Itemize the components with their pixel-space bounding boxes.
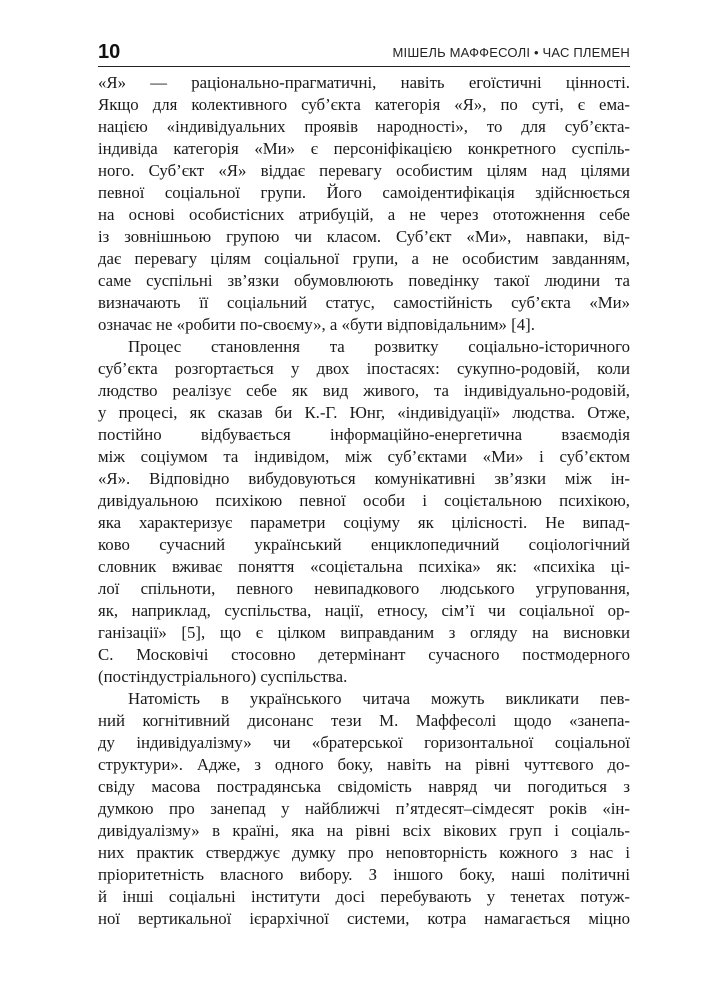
text-line: пріоритетність власного вибору. З іншого боку, наші політичні [98, 865, 630, 884]
text-line: на основі особистісних атрибуцій, а не через ототожнення себе [98, 205, 630, 224]
text-line: Якщо для колективного суб’єкта категорія «Я», по суті, є ема- [98, 95, 630, 114]
text-line: дивідуальною психікою певної особи і соцієтальною психікою, [98, 491, 630, 510]
text-line: як, наприклад, суспільства, нації, етносу, сім’ї чи соціальної ор- [98, 601, 630, 620]
paragraph [98, 72, 630, 336]
text-line: ду індивідуалізму» чи «братерської горизонтальної соціальної [98, 733, 630, 752]
text-line: між соціумом та індивідом, між суб’єктами «Ми» і суб’єктом [98, 447, 630, 466]
text-line: С. Московічі стосовно детермінант сучасного постмодерного [98, 645, 630, 664]
text-line: структури». Адже, з одного боку, навіть на рівні чуттєвого до- [98, 755, 630, 774]
text-line: ної вертикальної ієрархічної системи, котра намагається міцно [98, 909, 630, 928]
text-line: яка характеризує параметри соціуму як цілісності. Не випад- [98, 513, 630, 532]
text-line: визначають її соціальний статус, самостійність суб’єкта «Ми» [98, 293, 630, 312]
text-line: означає не «робити по-своєму», а «бути відповідальним» [4]. [98, 315, 535, 334]
text-line: ково сучасний український енциклопедичний соціологічний [98, 535, 630, 554]
text-line: свіду масова пострадянська свідомість навряд чи погодиться з [98, 777, 630, 796]
text-line: певної соціальної групи. Його самоідентифікація здійснюється [98, 183, 630, 202]
running-header [98, 40, 630, 67]
text-line: дає перевагу цілям соціальної групи, а не особистим завданням, [98, 249, 630, 268]
text-line: постійно відбувається інформаційно-енергетична взаємодія [98, 425, 630, 444]
text-line: «Я». Відповідно вибудовуються комунікативні зв’язки між ін- [98, 469, 630, 488]
text-line: словник вживає поняття «соцієтальна психіка» як: «психіка ці- [98, 557, 630, 576]
text-line: «Я» — раціонально-прагматичні, навіть егоїстичні цінності. [98, 73, 630, 92]
text-line: лої спільноти, певного невипадкового людського угруповання, [98, 579, 630, 598]
text-line: (постіндустріального) суспільства. [98, 667, 348, 686]
page-number: 10 [98, 41, 121, 63]
body-text [98, 72, 630, 930]
text-line: із зовнішньою групою чи класом. Суб’єкт «Ми», навпаки, від- [98, 227, 630, 246]
text-line: ний когнітивний дисонанс тези М. Маффесолі щодо «занепа- [98, 711, 630, 730]
text-line: ганізації» [5], що є цілком виправданим з огляду на висновки [98, 623, 630, 642]
text-line: й інші соціальні інститути досі перебувають у тенетах потуж- [98, 887, 630, 906]
text-line: у процесі, як сказав би К.-Г. Юнг, «індивідуації» людства. Отже, [98, 403, 630, 422]
text-line: ного. Суб’єкт «Я» віддає перевагу особистим цілям над цілями [98, 161, 630, 180]
text-line: думкою про занепад у найближчі п’ятдесят–сімдесят років «ін- [98, 799, 630, 818]
text-line: Процес становлення та розвитку соціально-історичного [128, 337, 630, 356]
text-line: індивіда категорія «Ми» є персоніфікацією конкретного суспіль- [98, 139, 630, 158]
paragraph [98, 688, 630, 930]
paragraph [98, 336, 630, 688]
text-line: Натомість в українського читача можуть викликати пев- [128, 689, 630, 708]
text-line: саме суспільні зв’язки обумовлюють поведінку такої людини та [98, 271, 630, 290]
text-line: дивідуалізму» в країні, яка на рівні всіх вікових груп і соціаль- [98, 821, 630, 840]
running-title: МІШЕЛЬ МАФФЕСОЛІ • ЧАС ПЛЕМЕН [392, 45, 630, 60]
text-line: суб’єкта розгортається у двох іпостасях: сукупно-родовій, коли [98, 359, 630, 378]
text-line: людство реалізує себе як вид живого, та індивідуально-родовій, [98, 381, 630, 400]
text-line: нацією «індивідуальних проявів народності», то для суб’єкта- [98, 117, 630, 136]
text-line: них практик стверджує думку про неповторність кожного з нас і [98, 843, 630, 862]
